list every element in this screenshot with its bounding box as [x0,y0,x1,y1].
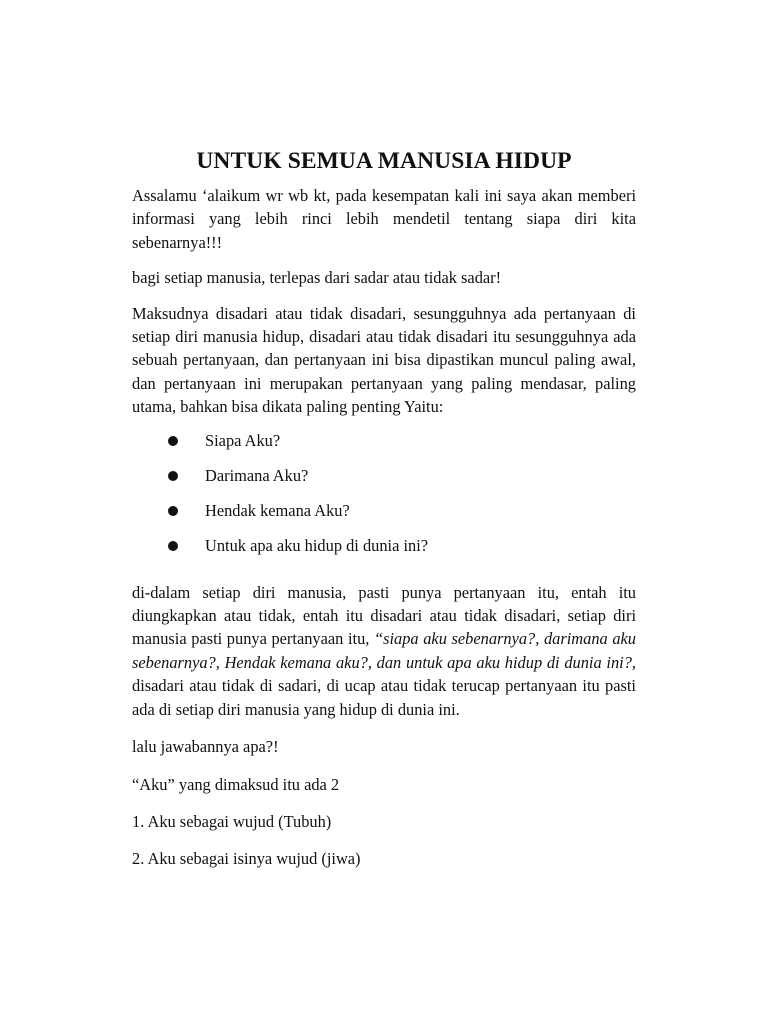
reflection-text-end: disadari atau tidak di sadari, di ucap atau tidak terucap pertanyaan itu pasti ada di setiap diri manusia yang hidup di dunia ini. [132,676,636,719]
question-text: Darimana Aku? [205,465,309,485]
bullet-icon [168,436,178,446]
question-text: Hendak kemana Aku? [205,500,350,520]
intro-paragraph: Assalamu ‘alaikum wr wb kt, pada kesempatan kali ini saya akan memberi informasi yang lebih rinci lebih mendetil tentang siapa diri kita sebenarnya!!! [132,186,636,252]
explanation-paragraph: Maksudnya disadari atau tidak disadari, sesungguhnya ada pertanyaan di setiap diri manusia hidup, disadari atau tidak disadari itu sesungguhnya ada sebuah pertanyaan, dan pertanyaan ini bisa dipastikan muncul paling awal, dan pertanyaan ini merupakan pertanyaan yang paling mendasar, paling utama, bahkan bisa dikata paling penting Yaitu: [132,303,636,417]
list-item [132,464,636,499]
list-item [132,499,636,534]
reflection-quote: “siapa aku sebenarnya?, darimana aku sebenarnya?, Hendak kemana aku?, dan untuk apa aku hidup di dunia ini?, [132,629,636,672]
list-item [132,534,636,569]
question-list [132,429,636,569]
question-text: Untuk apa aku hidup di dunia ini? [205,535,429,555]
aku-item-1: 1. Aku sebagai wujud (Tubuh) [132,811,332,831]
aku-heading: “Aku” yang dimaksud itu ada 2 [132,774,340,794]
bullet-icon [168,506,178,516]
reflection-paragraph [132,581,636,721]
question-text: Siapa Aku? [205,430,281,450]
statement-paragraph: bagi setiap manusia, terlepas dari sadar atau tidak sadar! [132,268,502,288]
document-page [132,146,636,871]
bullet-icon [168,471,178,481]
aku-item-2: 2. Aku sebagai isinya wujud (jiwa) [132,849,361,869]
list-item [132,429,636,464]
question-paragraph: lalu jawabannya apa?! [132,737,279,757]
reflection-text-start: di-dalam setiap diri manusia, pasti punya pertanyaan itu, entah itu diungkapkan atau tidak, entah itu disadari atau tidak disadari, setiap diri manusia pasti punya pertanyaan itu, [132,582,636,649]
page-title: UNTUK SEMUA MANUSIA HIDUP [196,148,572,174]
bullet-icon [168,541,178,551]
